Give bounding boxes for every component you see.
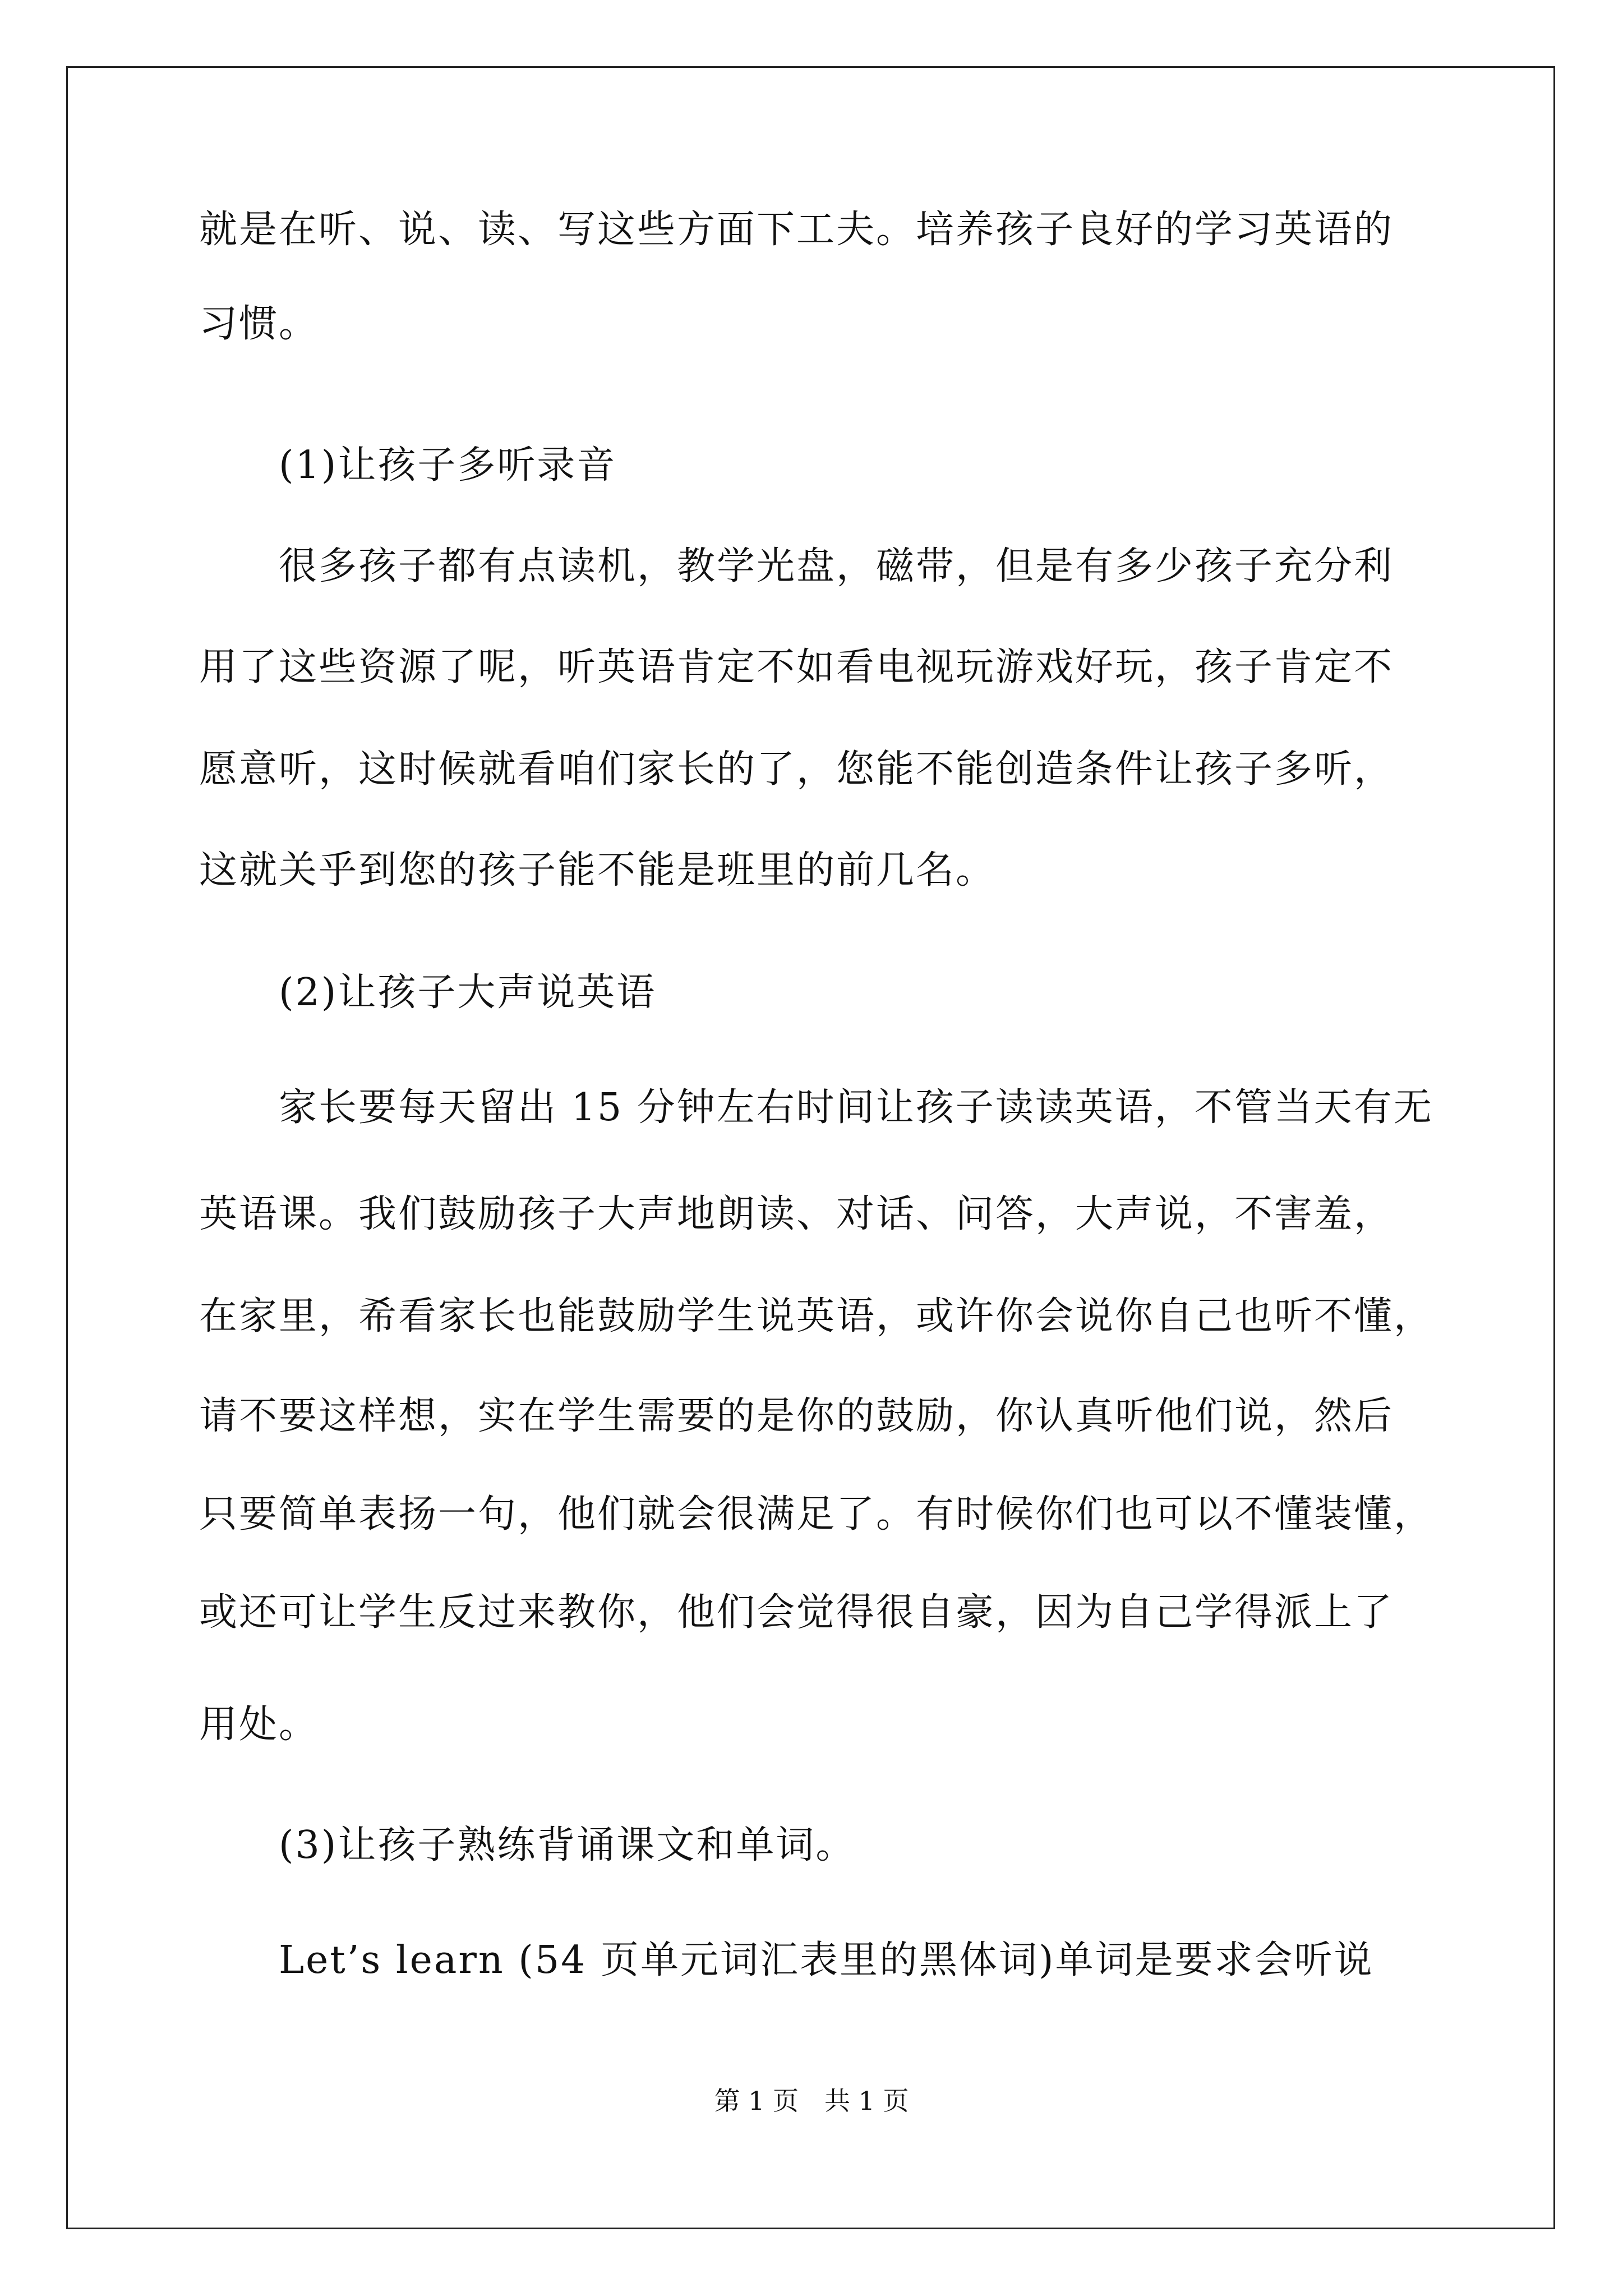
text-line: 家长要每天留出 15 分钟左右时间让孩子读读英语，不管当天有无 <box>279 1085 1433 1130</box>
text-line: 习惯。 <box>199 302 319 346</box>
text-line: 或还可让学生反过来教你，他们会觉得很自豪，因为自己学得派上了 <box>199 1590 1394 1635</box>
subheading: (3)让孩子熟练背诵课文和单词。 <box>279 1823 856 1867</box>
text-line: 请不要这样想，实在学生需要的是你的鼓励，你认真听他们说，然后 <box>199 1394 1394 1438</box>
text-line: 用处。 <box>199 1703 319 1747</box>
text-line: 愿意听，这时候就看咱们家长的了，您能不能创造条件让孩子多听， <box>199 747 1394 792</box>
text-line: 很多孩子都有点读机，教学光盘，磁带，但是有多少孩子充分利 <box>279 544 1394 588</box>
text-line: 在家里，希看家长也能鼓励学生说英语，或许你会说你自己也听不懂， <box>199 1294 1434 1338</box>
text-line: 用了这些资源了呢，听英语肯定不如看电视玩游戏好玩，孩子肯定不 <box>199 645 1394 689</box>
page-border <box>66 66 1555 2229</box>
text-line: 这就关乎到您的孩子能不能是班里的前几名。 <box>199 848 996 892</box>
text-line: 就是在听、说、读、写这些方面下工夫。培养孩子良好的学习英语的 <box>199 208 1394 252</box>
subheading: (1)让孩子多听录音 <box>279 443 617 487</box>
text-line: 只要简单表扬一句，他们就会很满足了。有时候你们也可以不懂装懂， <box>199 1492 1434 1536</box>
text-line: Let’s learn (54 页单元词汇表里的黑体词)单词是要求会听说 <box>279 1938 1374 1982</box>
subheading: (2)让孩子大声说英语 <box>279 970 657 1015</box>
text-line: 英语课。我们鼓励孩子大声地朗读、对话、问答，大声说，不害羞， <box>199 1192 1394 1236</box>
page-number-footer: 第 1 页 共 1 页 <box>714 2086 909 2116</box>
